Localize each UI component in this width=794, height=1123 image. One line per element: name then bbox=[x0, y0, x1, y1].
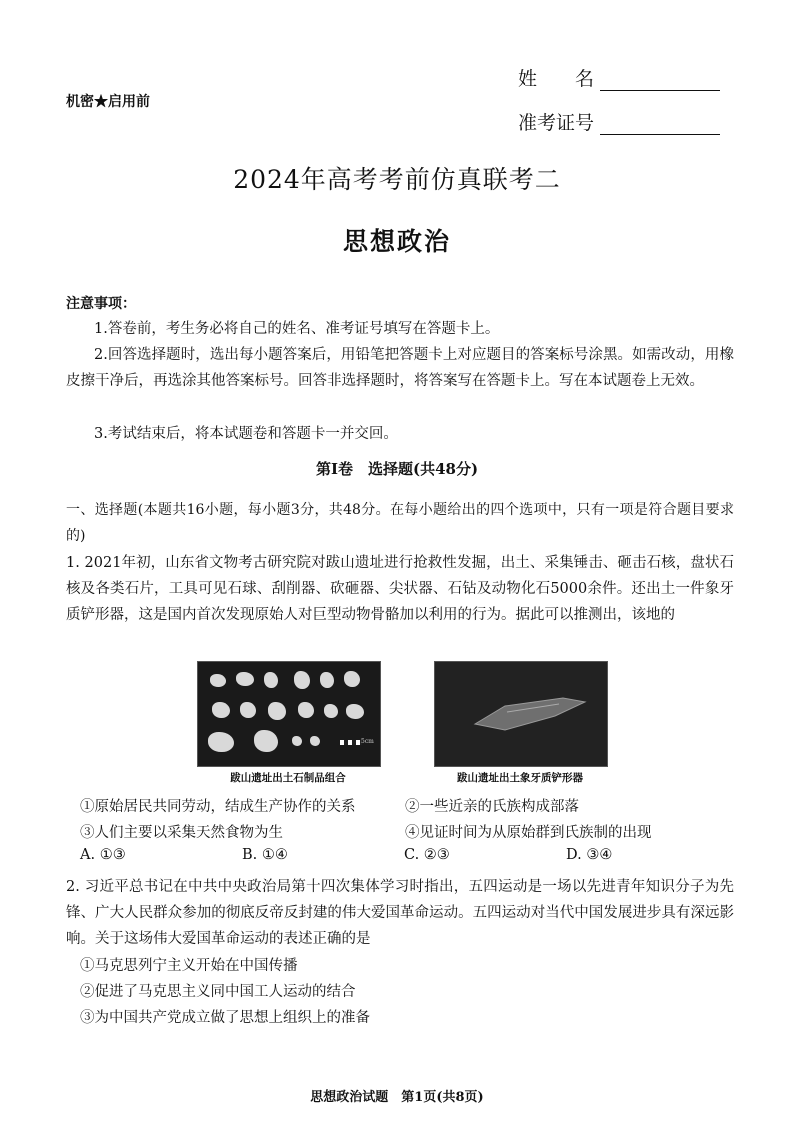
scale-bar bbox=[340, 740, 362, 745]
subject-title: 思想政治 bbox=[342, 227, 451, 256]
section-intro: 一、选择题(本题共16小题，每小题3分，共48分。在每小题给出的四个选项中，只有一项是符合题目要求的) bbox=[66, 502, 734, 544]
q1-option-b[interactable]: B. ①④ bbox=[242, 847, 288, 863]
confidential-mark: 机密★启用前 bbox=[66, 94, 150, 110]
q1-stem: 1. 2021年初，山东省文物考古研究院对跋山遗址进行抢救性发掘，出土、采集锤击、砸击石核，盘状石核及各类石片，工具可见石球、刮削器、砍砸器、尖状器、石钻及动物化石5000余件。还出土一件象牙质铲形器，这是国内首次发现原始人对巨型动物骨骼加以利用的行为。据此可以推测出，该地的 bbox=[66, 555, 734, 623]
notice-heading: 注意事项： bbox=[66, 296, 136, 312]
q1-option-a[interactable]: A. ①③ bbox=[80, 847, 126, 863]
q1-statement-2: ②一些近亲的氏族构成部落 bbox=[405, 799, 579, 815]
caption-ivory-shovel: 跋山遗址出土象牙质铲形器 bbox=[457, 772, 583, 784]
caption-stone-artifacts: 跋山遗址出土石制品组合 bbox=[230, 772, 346, 784]
id-label: 准考证号 bbox=[518, 112, 595, 134]
ivory-shovel-photo bbox=[434, 661, 608, 767]
q2-statement-2: ②促进了马克思主义同中国工人运动的结合 bbox=[80, 984, 356, 1000]
notice-item-1: 1.答卷前，考生务必将自己的姓名、准考证号填写在答题卡上。 bbox=[94, 321, 500, 337]
id-blank[interactable] bbox=[600, 112, 720, 135]
section-heading: 第Ⅰ卷 选择题(共48分) bbox=[315, 460, 479, 478]
notice-item-3: 3.考试结束后，将本试题卷和答题卡一并交回。 bbox=[94, 426, 398, 442]
name-blank[interactable] bbox=[600, 68, 720, 91]
ivory-shovel-shape bbox=[435, 662, 607, 766]
q1-statement-1: ①原始居民共同劳动，结成生产协作的关系 bbox=[80, 799, 356, 815]
q1-statement-3: ③人们主要以采集天然食物为生 bbox=[80, 825, 283, 841]
exam-title: 2024年高考考前仿真联考二 bbox=[233, 165, 561, 194]
q2-statement-3: ③为中国共产党成立做了思想上组织上的准备 bbox=[80, 1010, 370, 1026]
q1-option-c[interactable]: C. ②③ bbox=[404, 847, 450, 863]
q1-option-d[interactable]: D. ③④ bbox=[566, 847, 613, 863]
q2-statement-1: ①马克思列宁主义开始在中国传播 bbox=[80, 958, 298, 974]
name-field[interactable] bbox=[518, 64, 720, 91]
name-label: 姓 名 bbox=[518, 68, 595, 90]
notice-item-2: 2.回答选择题时，选出每小题答案后，用铅笔把答题卡上对应题目的答案标号涂黑。如需改动，用橡皮擦干净后，再选涂其他答案标号。回答非选择题时，将答案写在答题卡上。写在本试题卷上无效。 bbox=[66, 347, 734, 389]
q2-stem: 2. 习近平总书记在中共中央政治局第十四次集体学习时指出，五四运动是一场以先进青年知识分子为先锋、广大人民群众参加的彻底反帝反封建的伟大爱国革命运动。五四运动对当代中国发展进步具有深远影响。关于这场伟大爱国革命运动的表述正确的是 bbox=[66, 879, 734, 947]
scale-label: 5cm bbox=[361, 738, 374, 745]
page-footer: 思想政治试题 第1页(共8页) bbox=[310, 1090, 484, 1105]
id-field[interactable] bbox=[518, 108, 720, 135]
stone-artifacts-photo bbox=[197, 661, 381, 767]
q1-statement-4: ④见证时间为从原始群到氏族制的出现 bbox=[405, 825, 652, 841]
